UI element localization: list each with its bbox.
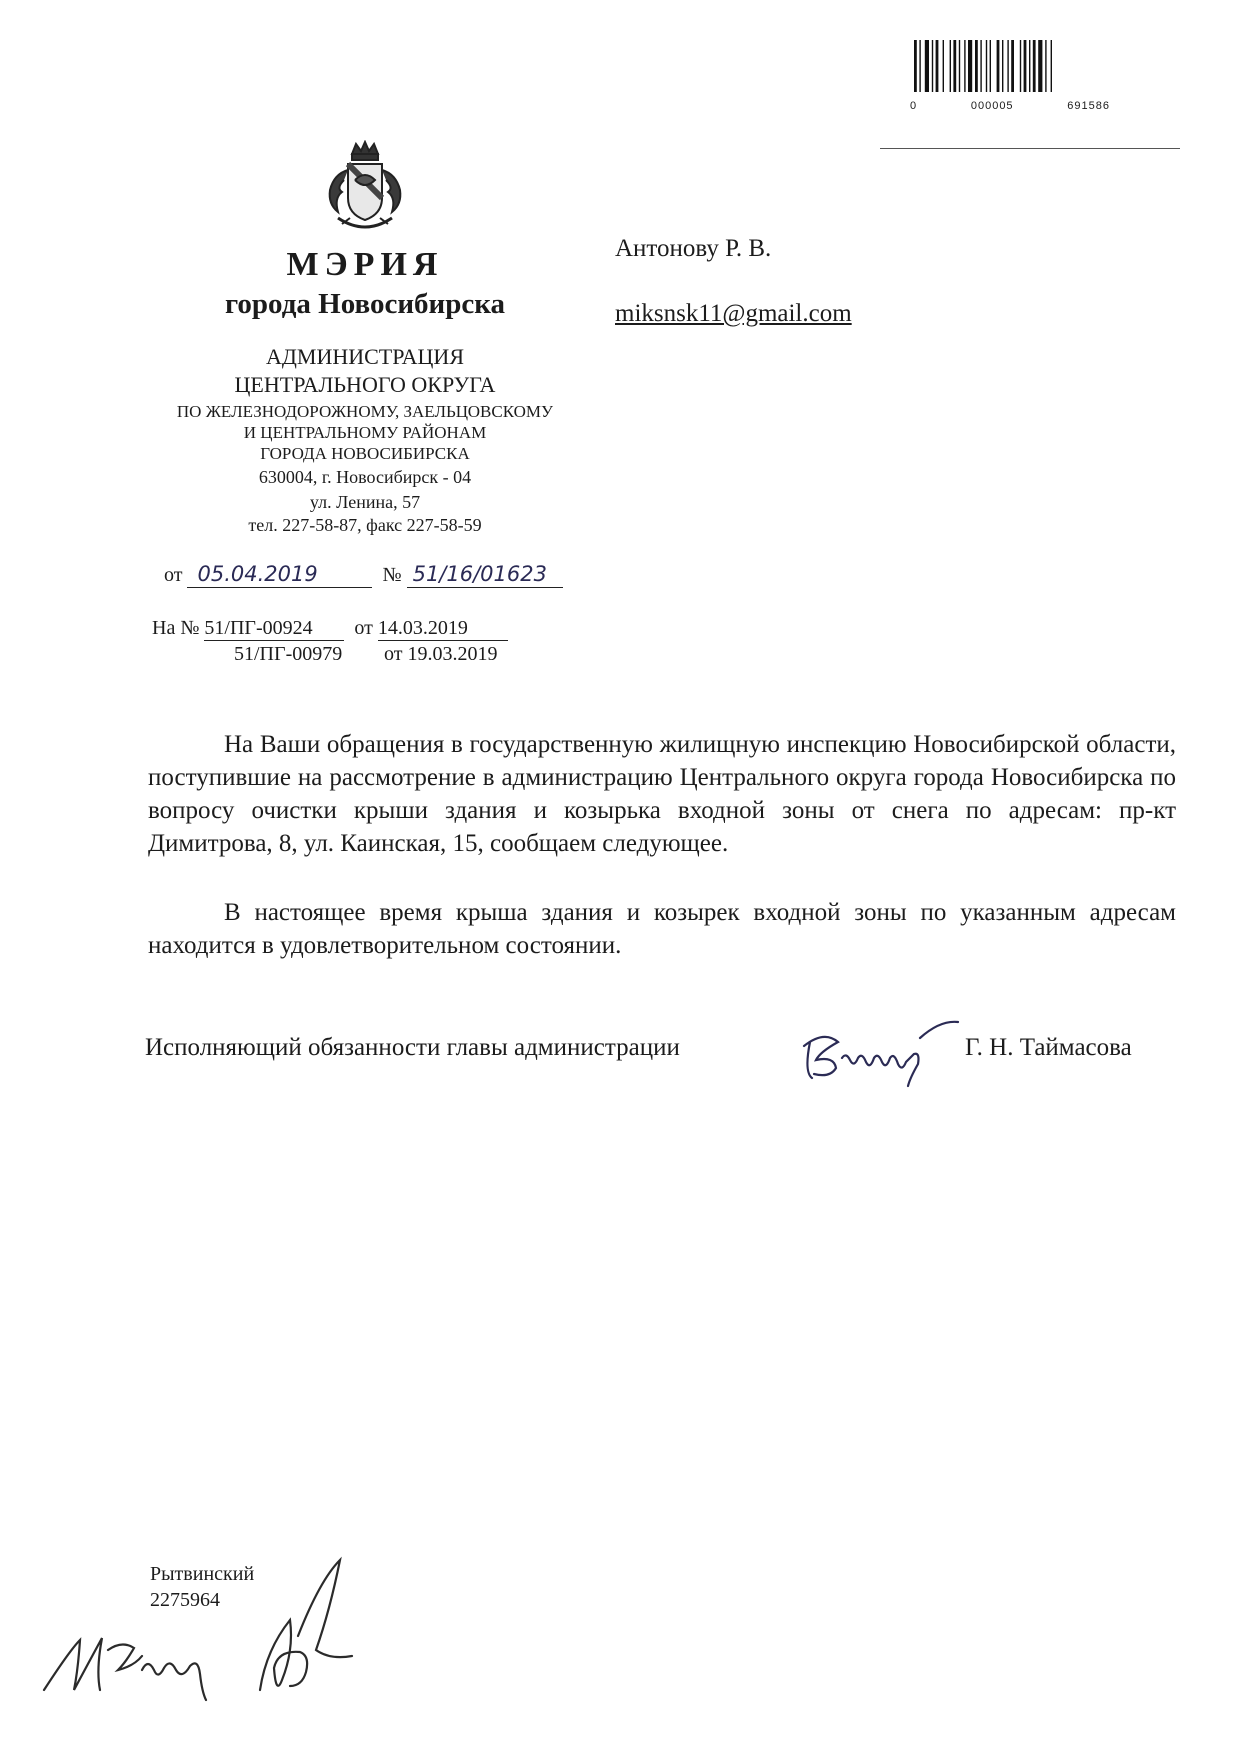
- barcode-bar: [1020, 40, 1021, 92]
- outgoing-number-label: №: [382, 564, 402, 586]
- barcode-bar: [919, 40, 920, 92]
- city-title: города Новосибирска: [224, 288, 506, 320]
- barcode-bar: [959, 40, 960, 92]
- visa-signatures-icon: [30, 1540, 380, 1710]
- barcode-bar: [1024, 40, 1027, 92]
- barcode-bar: [914, 40, 917, 92]
- barcode-bar: [975, 40, 978, 92]
- barcode-digits-left: 0: [910, 100, 918, 112]
- barcode-bar: [964, 40, 965, 92]
- handwritten-signature-icon: [790, 1012, 965, 1092]
- barcode-bar: [925, 40, 929, 92]
- admin-line: И ЦЕНТРАЛЬНОМУ РАЙОНАМ: [243, 423, 487, 442]
- admin-line: АДМИНИСТРАЦИЯ: [266, 344, 464, 369]
- outgoing-number-field: [407, 562, 563, 588]
- barcode-bar: [943, 40, 944, 92]
- barcode-bar: [1029, 40, 1030, 92]
- barcode-bar: [986, 40, 987, 92]
- body-paragraph: На Ваши обращения в государственную жилищную инспекцию Новосибирской области, поступившие на рассмотрение в администрацию Центрального округа города Новосибирска по вопросу очистки крыши здания и козырька входной зоны от снега по адресам: пр-кт Димитрова, 8, ул. Каинская, 15, сообщаем следующее.: [148, 731, 1176, 857]
- reference-number: 51/ПГ-00924: [204, 617, 344, 641]
- barcode-bar: [1051, 40, 1052, 92]
- barcode-bar: [1007, 40, 1008, 92]
- barcode-bar: [953, 40, 956, 92]
- executor-name: Рытвинский: [150, 1563, 255, 1585]
- barcode-bar: [1038, 40, 1042, 92]
- outgoing-reference: [164, 562, 563, 588]
- outgoing-number: 51/16/01623: [412, 562, 547, 586]
- barcode-bar: [932, 40, 933, 92]
- barcode-digits-right: 691586: [1067, 100, 1110, 112]
- barcode-number: [910, 100, 1110, 112]
- barcode-bar: [1033, 40, 1036, 92]
- sender-address-line: ул. Ленина, 57: [309, 492, 421, 512]
- reference-date: 14.03.2019: [378, 617, 508, 641]
- barcode-bar: [990, 40, 991, 92]
- executor-phone: 2275964: [150, 1589, 220, 1611]
- barcode-bar: [1011, 40, 1014, 92]
- body-paragraph: В настоящее время крыша здания и козырек входной зоны по указанным адресам находится в удовлетворительном состоянии.: [148, 899, 1176, 959]
- barcode-bar: [980, 40, 981, 92]
- barcode-bar: [1045, 40, 1046, 92]
- barcode-bar: [950, 40, 951, 92]
- barcode-bar: [968, 40, 972, 92]
- barcode-bar: [936, 40, 939, 92]
- recipient-email[interactable]: miksnsk11@gmail.com: [615, 300, 852, 327]
- admin-line: ЦЕНТРАЛЬНОГО ОКРУГА: [234, 372, 496, 397]
- outgoing-date: 05.04.2019: [197, 562, 318, 586]
- reference-prefix: На №: [152, 617, 200, 639]
- outgoing-date-field: [187, 562, 372, 588]
- mayor-title: МЭРИЯ: [286, 246, 444, 283]
- reference-from-label: от: [354, 617, 373, 639]
- reference-line: [152, 617, 508, 641]
- admin-line: ГОРОДА НОВОСИБИРСКА: [260, 444, 470, 463]
- reference-number: 51/ПГ-00979: [234, 643, 343, 665]
- barcode-bars: [910, 40, 1110, 102]
- reference-from-label: от: [384, 643, 403, 665]
- barcode: [910, 40, 1110, 110]
- outgoing-from-label: от: [164, 564, 183, 586]
- recipient-name: Антонову Р. В.: [615, 235, 772, 262]
- reference-date: 19.03.2019: [407, 643, 498, 665]
- barcode-rule: [880, 148, 1180, 149]
- barcode-bar: [1002, 40, 1003, 92]
- admin-line: ПО ЖЕЛЕЗНОДОРОЖНОМУ, ЗАЕЛЬЦОВСКОМУ: [176, 402, 554, 421]
- sender-address-line: 630004, г. Новосибирск - 04: [258, 467, 472, 487]
- signatory-position: Исполняющий обязанности главы администрации: [145, 1034, 680, 1061]
- city-emblem-icon: [320, 140, 410, 240]
- signatory-name: Г. Н. Таймасова: [965, 1034, 1132, 1061]
- barcode-digits-mid: 000005: [970, 100, 1014, 112]
- barcode-bar: [997, 40, 1000, 92]
- sender-phones: тел. 227-58-87, факс 227-58-59: [248, 515, 482, 535]
- reference-line: [152, 643, 537, 666]
